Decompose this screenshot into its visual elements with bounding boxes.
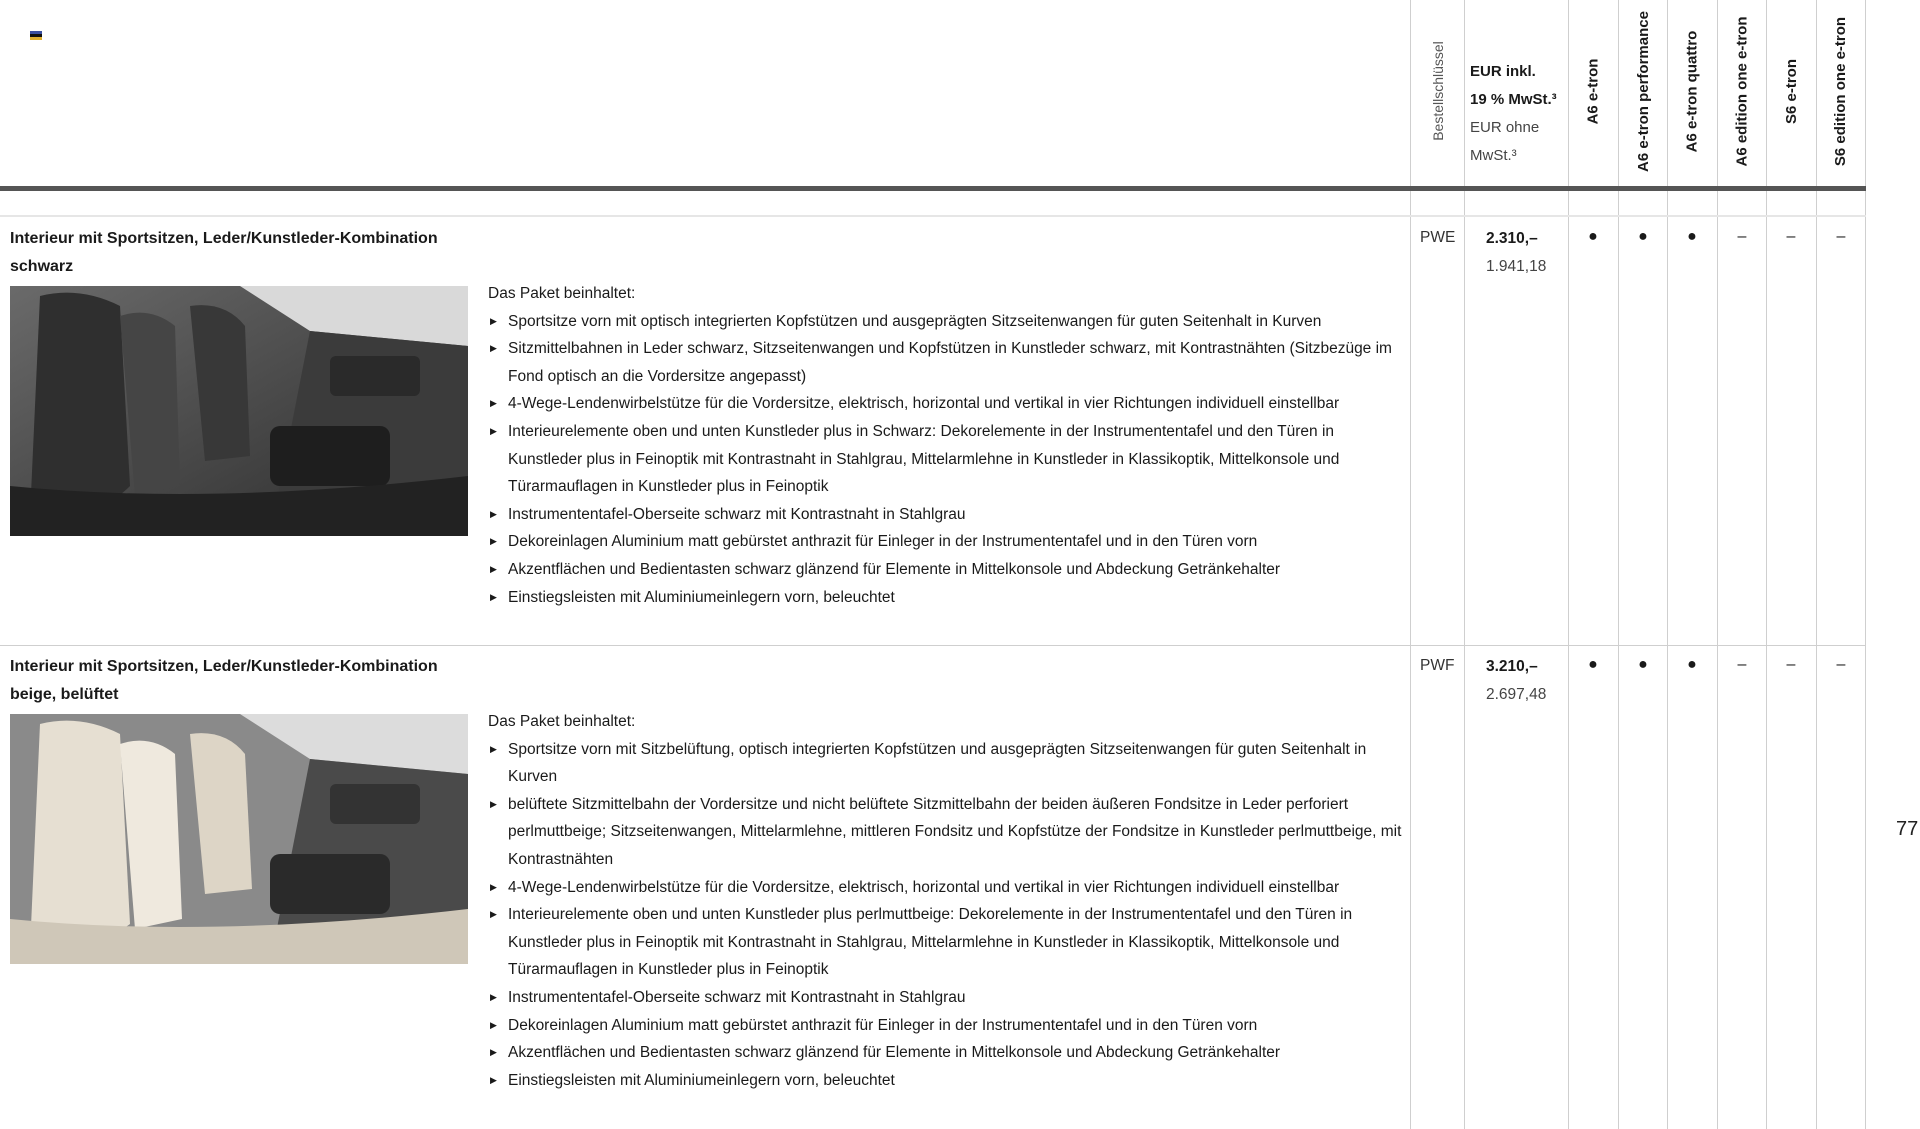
feature-item: ▶ Einstiegsleisten mit Aluminiumeinlegern vorn, beleuchtet	[488, 1067, 1403, 1095]
section-title-line: beige, belüftet	[10, 686, 119, 703]
grid-line	[1766, 0, 1767, 1129]
price-incl: 2.310,–	[1486, 230, 1538, 247]
header-price-incl-1: EUR inkl.	[1470, 63, 1536, 80]
availability-mark: –	[1786, 228, 1796, 245]
feature-item: ▶ Einstiegsleisten mit Aluminiumeinlegern vorn, beleuchtet	[488, 584, 1403, 612]
header-price-excl-2: MwSt.³	[1470, 147, 1517, 164]
grid-line	[1618, 0, 1619, 1129]
price-incl: 3.210,–	[1486, 658, 1538, 675]
language-flag-icon[interactable]	[30, 31, 42, 40]
header-model: A6 e-tron	[1584, 58, 1602, 124]
feature-item: ▶ Sportsitze vorn mit Sitzbelüftung, optisch integrierten Kopfstützen und ausgeprägten Sitzseitenwangen für guten Seitenhalt in Kurven	[488, 736, 1403, 791]
feature-item: ▶ Interieurelemente oben und unten Kunstleder plus perlmuttbeige: Dekorelemente in der Instrumententafel und den Türen in Kunstleder plus in Feinoptik mit Kontrastnaht in Stahlgrau, Mittelarmlehne in Kunstleder in Klassikoptik, Mittelkonsole und Türarmauflagen in Kunstleder plus in Feinoptik	[488, 901, 1403, 984]
feature-item: ▶ Instrumententafel-Oberseite schwarz mit Kontrastnaht in Stahlgrau	[488, 984, 1403, 1012]
availability-mark: ●	[1638, 228, 1648, 245]
availability-mark: –	[1836, 656, 1846, 673]
feature-item: ▶ belüftete Sitzmittelbahn der Vordersitze und nicht belüftete Sitzmittelbahn der beiden äußeren Fondsitze in Leder perforiert perlmuttbeige; Sitzseitenwangen, Mittelarmlehne, mittleren Fondsitz und Kopfstütze der Fondsitze in Kunstleder perlmuttbeige, mit Kontrastnähten	[488, 791, 1403, 874]
row-divider	[0, 645, 1866, 646]
availability-mark: ●	[1687, 228, 1697, 245]
availability-mark: –	[1786, 656, 1796, 673]
feature-item: ▶ Sportsitze vorn mit optisch integrierten Kopfstützen und ausgeprägten Sitzseitenwangen für guten Seitenhalt in Kurven	[488, 308, 1403, 336]
price-excl: 1.941,18	[1486, 257, 1547, 275]
header-rule	[0, 186, 1866, 191]
page-number: 77	[1896, 818, 1919, 840]
interior-black-photo	[10, 286, 468, 536]
grid-line	[1410, 0, 1411, 1129]
section-title-line: Interieur mit Sportsitzen, Leder/Kunstleder-Kombination	[10, 230, 438, 247]
section-title-line: schwarz	[10, 258, 74, 275]
price-cell	[1486, 225, 1546, 280]
grid-line	[1816, 0, 1817, 1129]
feature-item: ▶ 4-Wege-Lendenwirbelstütze für die Vordersitze, elektrisch, horizontal und vertikal in vier Richtungen individuell einstellbar	[488, 390, 1403, 418]
availability-mark: ●	[1588, 656, 1598, 673]
feature-item: ▶ Akzentflächen und Bedientasten schwarz glänzend für Elemente in Mittelkonsole und Abdeckung Getränkehalter	[488, 556, 1403, 584]
section-title-line: Interieur mit Sportsitzen, Leder/Kunstleder-Kombination	[10, 658, 438, 675]
availability-mark: ●	[1588, 228, 1598, 245]
section-title	[10, 225, 490, 281]
feature-item: ▶ 4-Wege-Lendenwirbelstütze für die Vordersitze, elektrisch, horizontal und vertikal in vier Richtungen individuell einstellbar	[488, 874, 1403, 902]
grid-line	[1667, 0, 1668, 1129]
feature-item: ▶ Instrumententafel-Oberseite schwarz mit Kontrastnaht in Stahlgrau	[488, 501, 1403, 529]
price-excl: 2.697,48	[1486, 685, 1547, 703]
availability-mark: –	[1737, 656, 1747, 673]
grid-line	[1568, 0, 1569, 1129]
header-price-excl-1: EUR ohne	[1470, 119, 1540, 136]
header-model: A6 e-tron quattro	[1683, 30, 1701, 152]
section-description	[488, 708, 1403, 1094]
interior-beige-image	[10, 714, 468, 964]
grid-line	[1464, 0, 1465, 1129]
header-order-key: Bestellschlüssel	[1430, 41, 1447, 141]
availability-mark: –	[1836, 228, 1846, 245]
section-description	[488, 280, 1403, 611]
section-intro: Das Paket beinhaltet:	[488, 285, 636, 302]
availability-mark: ●	[1687, 656, 1697, 673]
header-price	[1470, 58, 1557, 170]
grid-line	[1865, 0, 1866, 1129]
interior-beige-photo	[10, 714, 468, 964]
feature-item: ▶ Sitzmittelbahnen in Leder schwarz, Sitzseitenwangen und Kopfstützen in Kunstleder schwarz, mit Kontrastnähten (Sitzbezüge im Fond optisch an die Vordersitze angepasst)	[488, 335, 1403, 390]
feature-item: ▶ Akzentflächen und Bedientasten schwarz glänzend für Elemente in Mittelkonsole und Abdeckung Getränkehalter	[488, 1039, 1403, 1067]
price-cell	[1486, 653, 1546, 708]
order-code: PWE	[1420, 229, 1456, 246]
section-title	[10, 653, 490, 709]
header-model: A6 e-tron performance	[1634, 10, 1652, 172]
order-code: PWF	[1420, 657, 1455, 674]
header-model: S6 edition one e-tron	[1832, 16, 1850, 166]
feature-list	[488, 308, 1403, 612]
header-price-incl-2: 19 % MwSt.³	[1470, 91, 1557, 108]
interior-black-image	[10, 286, 468, 536]
feature-item: ▶ Dekoreinlagen Aluminium matt gebürstet anthrazit für Einleger in der Instrumententafel und in den Türen vorn	[488, 1012, 1403, 1040]
header-model: A6 edition one e-tron	[1733, 16, 1751, 166]
grid-line	[1717, 0, 1718, 1129]
header-sub-rule	[0, 215, 1866, 217]
feature-item: ▶ Dekoreinlagen Aluminium matt gebürstet anthrazit für Einleger in der Instrumententafel und in den Türen vorn	[488, 528, 1403, 556]
availability-mark: –	[1737, 228, 1747, 245]
feature-list	[488, 736, 1403, 1095]
feature-item: ▶ Interieurelemente oben und unten Kunstleder plus in Schwarz: Dekorelemente in der Instrumententafel und den Türen in Kunstleder plus in Feinoptik mit Kontrastnaht in Stahlgrau, Mittelarmlehne in Kunstleder in Klassikoptik, Mittelkonsole und Türarmauflagen in Kunstleder plus in Feinoptik	[488, 418, 1403, 501]
availability-mark: ●	[1638, 656, 1648, 673]
section-intro: Das Paket beinhaltet:	[488, 713, 636, 730]
header-model: S6 e-tron	[1782, 58, 1800, 124]
